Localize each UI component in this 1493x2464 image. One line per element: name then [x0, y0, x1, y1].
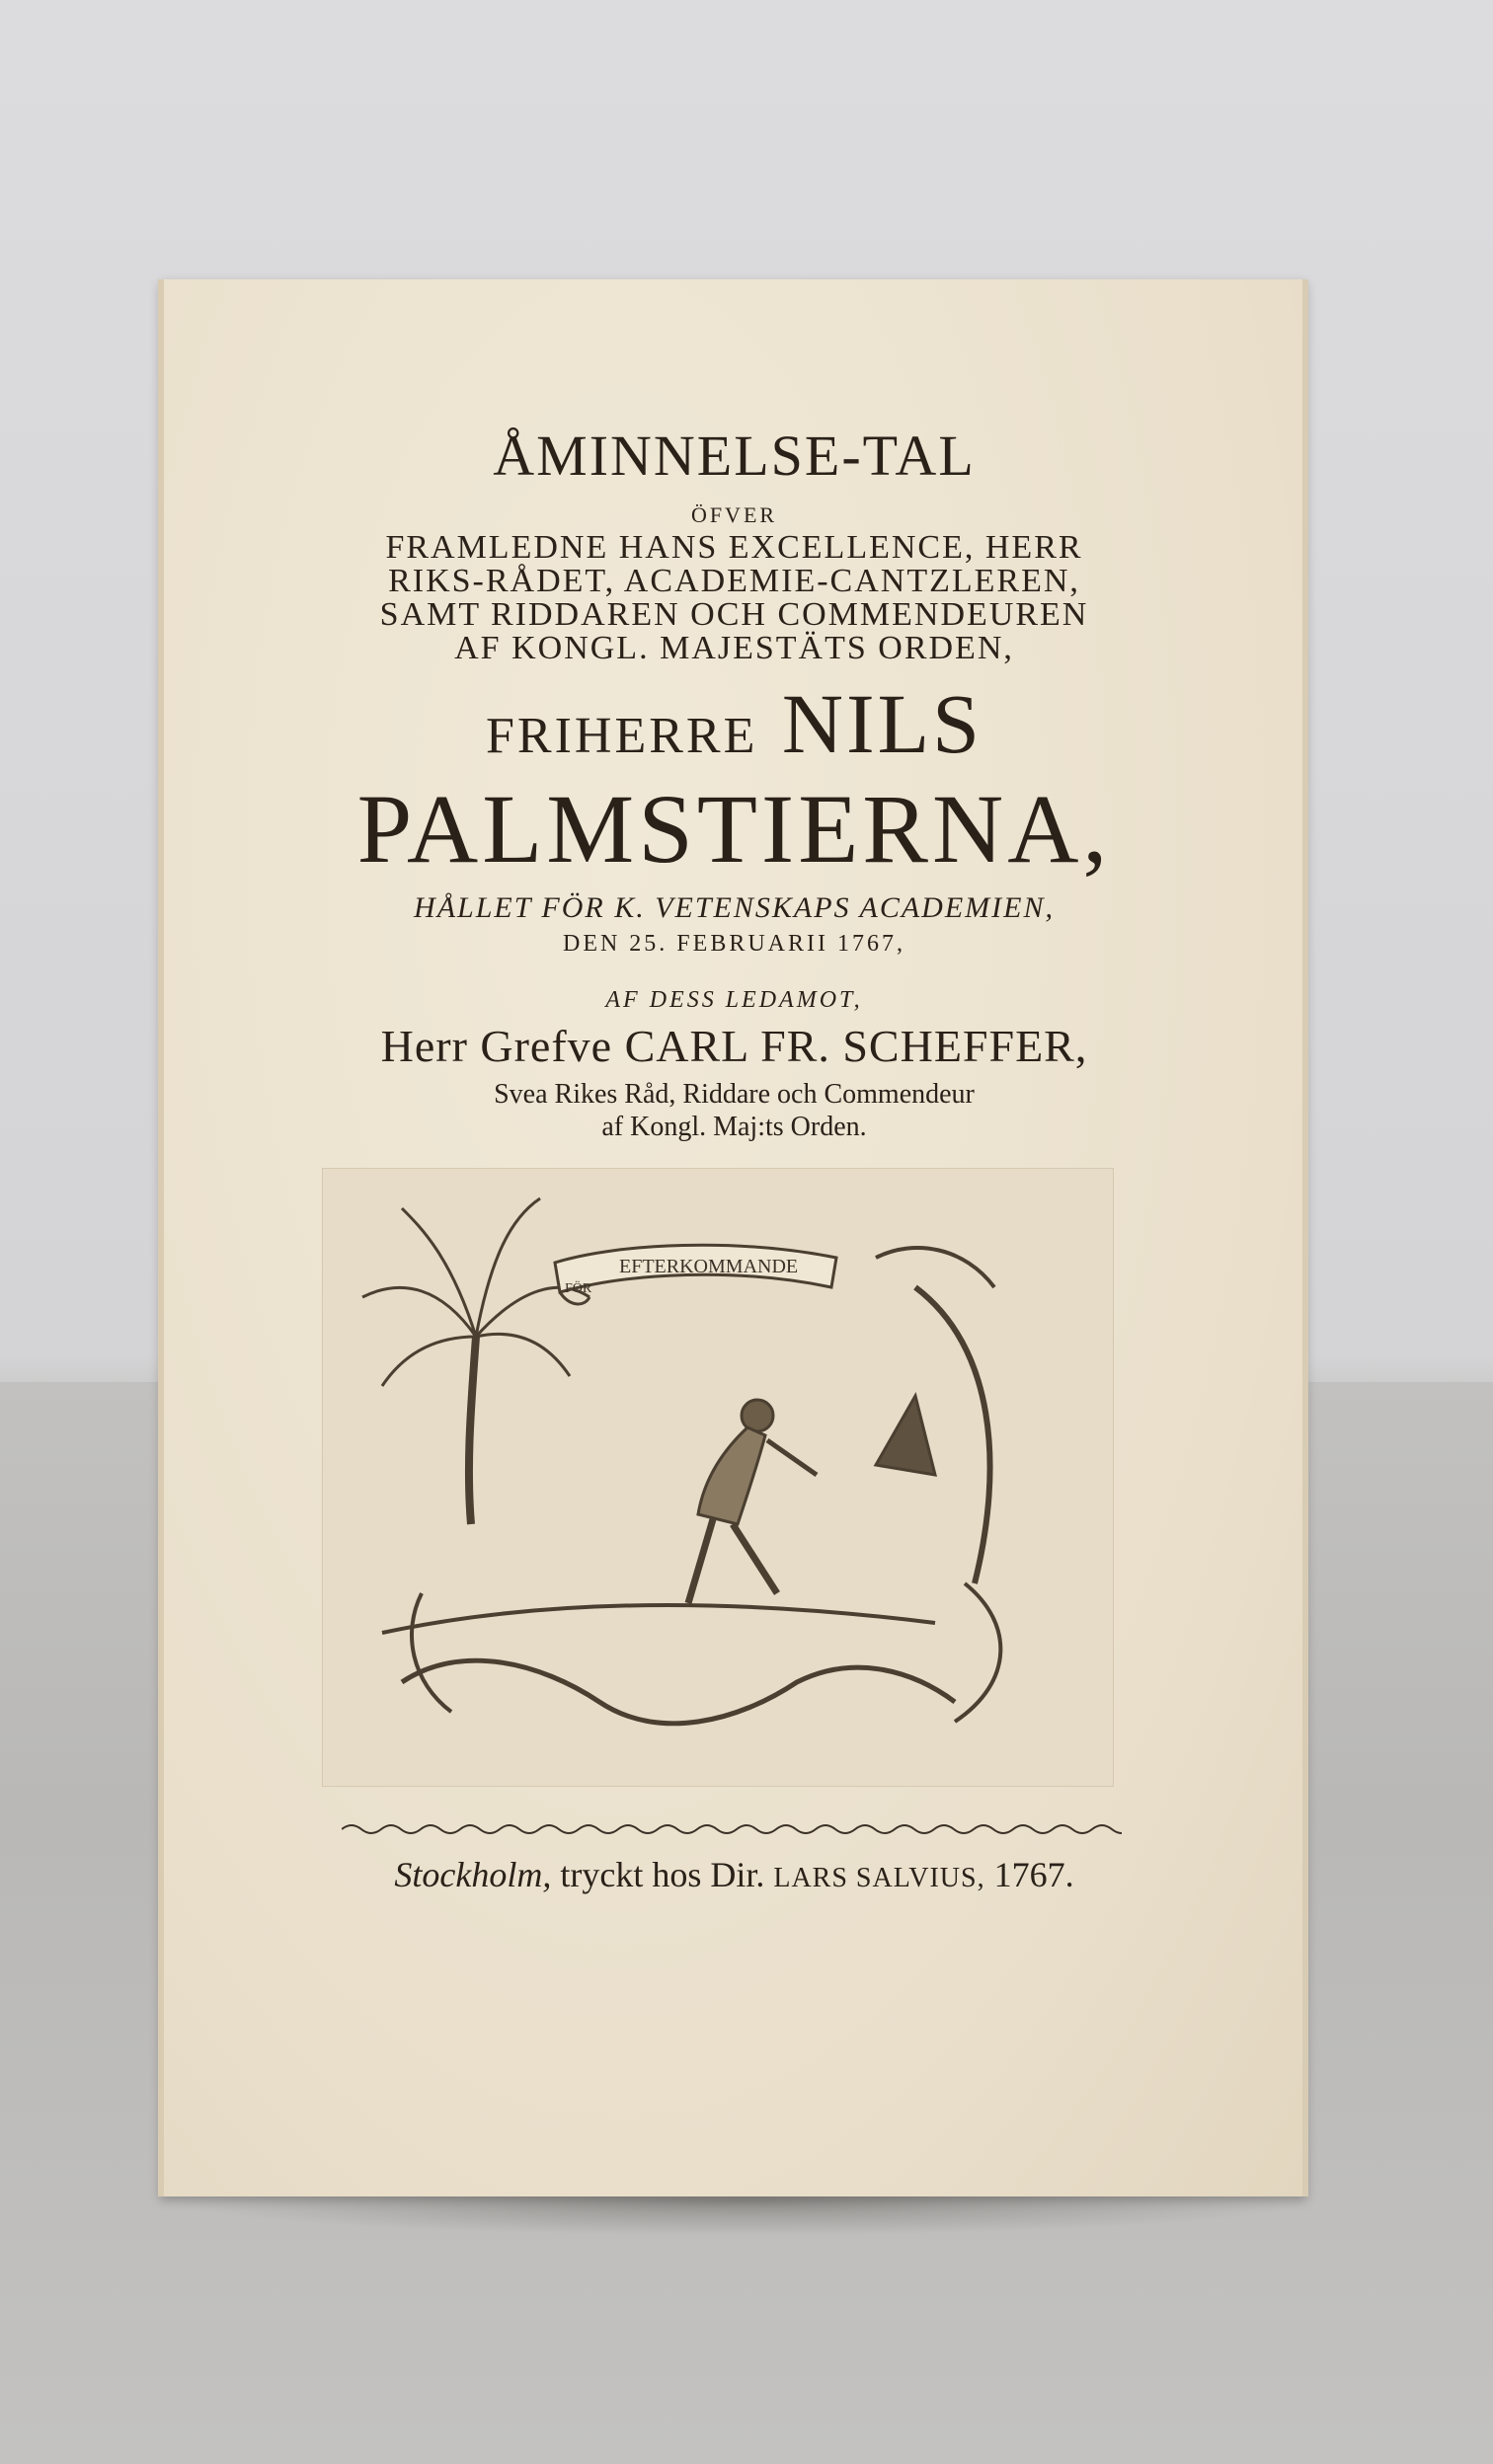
imprint-place: Stockholm,	[394, 1855, 552, 1894]
title-line-1: FRAMLEDNE HANS EXCELLENCE, HERR	[385, 529, 1083, 566]
name-line	[164, 674, 1304, 786]
title-heading: ÅMINNELSE-TAL	[493, 424, 976, 488]
name-prefix: FRIHERRE	[486, 708, 758, 764]
imprint-printer: LARS SALVIUS,	[773, 1863, 985, 1893]
surname: PALMSTIERNA,	[356, 774, 1112, 884]
name-first: NILS	[781, 676, 982, 771]
engraving-illustration	[323, 1169, 1113, 1786]
author-name: Herr Grefve CARL FR. SCHEFFER,	[380, 1021, 1088, 1071]
by-line: AF DESS LEDAMOT,	[605, 987, 863, 1013]
held-for: HÅLLET FÖR K. VETENSKAPS ACADEMIEN,	[414, 891, 1055, 924]
banner-text: EFTERKOMMANDE	[619, 1256, 799, 1277]
imprint-line	[164, 1854, 1304, 1895]
title-line-4: AF KONGL. MAJESTÄTS ORDEN,	[454, 630, 1014, 666]
title-ofver: ÖFVER	[690, 502, 778, 527]
title-line-3: SAMT RIDDAREN OCH COMMENDEUREN	[379, 596, 1089, 633]
ornamental-rule	[342, 1819, 1122, 1839]
imprint-year: 1767.	[993, 1855, 1074, 1894]
imprint-text: tryckt hos Dir.	[560, 1855, 765, 1894]
banner-text-2: FÖR	[565, 1281, 592, 1296]
author-title-1: Svea Rikes Råd, Riddare och Commendeur	[494, 1079, 975, 1110]
author-title-2: af Kongl. Maj:ts Orden.	[601, 1112, 867, 1142]
date-line: DEN 25. FEBRUARII 1767,	[562, 931, 905, 957]
title-line-2: RIKS-RÅDET, ACADEMIE-CANTZLEREN,	[388, 563, 1080, 599]
engraving-vignette	[322, 1168, 1114, 1787]
title-page	[158, 279, 1304, 2196]
